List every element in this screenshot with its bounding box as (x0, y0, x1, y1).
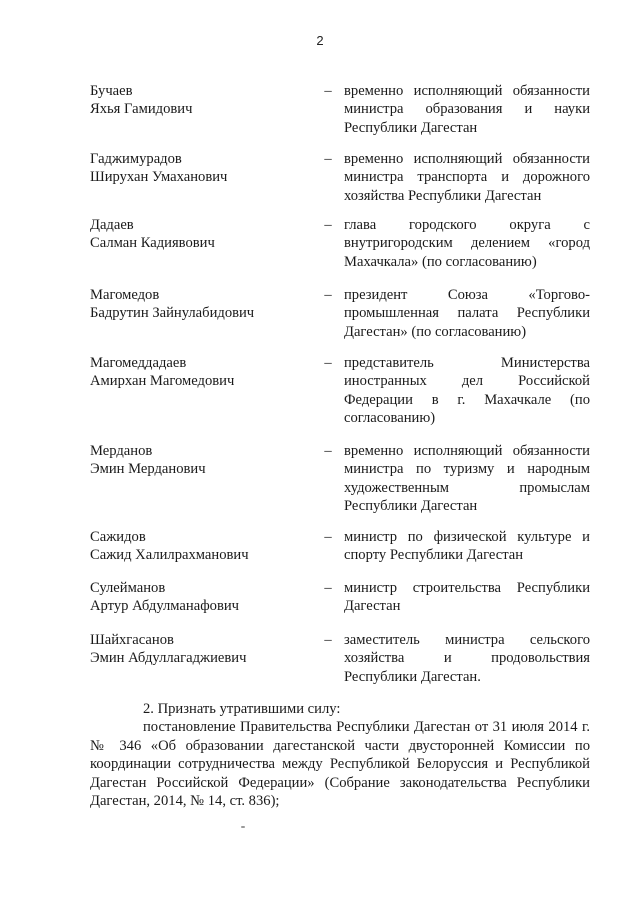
closing-section (90, 700, 590, 810)
position-line: министр по физической культуре и (344, 529, 590, 545)
position-description (344, 82, 590, 137)
person-name (90, 82, 310, 119)
position-line: министра образования и науки (344, 101, 590, 118)
surname: Мерданов (90, 443, 153, 459)
position-line: внутригородским делением «город (344, 235, 590, 252)
dash: – (324, 355, 332, 371)
scan-speck (241, 826, 245, 828)
position-line: Республики Дагестан (344, 119, 478, 136)
position-line: временно исполняющий обязанности (344, 443, 590, 459)
person-name (90, 528, 310, 565)
person-name (90, 631, 310, 668)
decree-line: координации сотрудничества между Республикой Белоруссия и Республикой (90, 756, 590, 773)
position-line: спорту Республики Дагестан (344, 547, 524, 564)
surname: Сулейманов (90, 580, 166, 596)
surname: Бучаев (90, 83, 133, 99)
dash: – (324, 217, 332, 233)
person-name (90, 286, 310, 323)
person-name (90, 216, 310, 253)
position-line: президент Союза «Торгово- (344, 287, 590, 303)
decree-line: постановление Правительства Республики Дагестан от 31 июля 2014 г. (143, 719, 590, 736)
given-name: Бадрутин Зайнулабидович (90, 305, 255, 322)
dash: – (324, 287, 332, 303)
position-line: министра по туризму и народным (344, 461, 590, 478)
position-line: временно исполняющий обязанности (344, 83, 590, 99)
given-name: Яхья Гамидович (90, 101, 193, 118)
dash: – (324, 580, 332, 596)
position-line: хозяйства Республики Дагестан (344, 187, 542, 204)
given-name: Эмин Мерданович (90, 461, 206, 478)
dash: – (324, 83, 332, 99)
position-line: Федерации в г. Махачкале (по (344, 391, 590, 408)
given-name: Эмин Абдуллагаджиевич (90, 650, 247, 667)
position-description (344, 286, 590, 341)
given-name: Салман Кадиявович (90, 235, 215, 252)
person-name (90, 442, 310, 479)
position-line: согласованию) (344, 410, 436, 427)
given-name: Артур Абдулманафович (90, 598, 239, 615)
dash: – (324, 151, 332, 167)
surname: Шайхгасанов (90, 632, 174, 648)
dash: – (324, 443, 332, 459)
surname: Дадаев (90, 217, 134, 233)
position-line: заместитель министра сельского (344, 632, 590, 648)
position-line: Дагестан» (по согласованию) (344, 323, 527, 340)
given-name: Сажид Халилрахманович (90, 547, 249, 564)
position-line: представитель Министерства (344, 355, 590, 371)
decree-line: Дагестан, 2014, № 14, ст. 836); (90, 793, 280, 810)
position-description (344, 631, 590, 686)
surname: Магомеддадаев (90, 355, 187, 371)
position-line: Республики Дагестан. (344, 668, 481, 685)
page-number: 2 (316, 33, 324, 48)
position-line: глава городского округа с (344, 217, 590, 233)
position-description (344, 216, 590, 271)
position-description (344, 528, 590, 565)
position-line: временно исполняющий обязанности (344, 151, 590, 167)
position-line: иностранных дел Российской (344, 373, 590, 390)
surname: Сажидов (90, 529, 146, 545)
position-line: хозяйства и продовольствия (344, 650, 590, 667)
position-line: Дагестан (344, 598, 401, 615)
position-line: художественным промыслам (344, 479, 590, 496)
decree-line: № 346 «Об образовании дагестанской части двусторонней Комиссии по (90, 737, 590, 754)
position-line: Махачкала» (по согласованию) (344, 253, 537, 270)
dash: – (324, 632, 332, 648)
position-line: министра транспорта и дорожного (344, 169, 590, 186)
position-line: промышленная палата Республики (344, 305, 590, 322)
surname: Гаджимурадов (90, 151, 182, 167)
position-description (344, 150, 590, 205)
person-name (90, 354, 310, 391)
position-line: Республики Дагестан (344, 498, 478, 515)
position-description (344, 579, 590, 616)
surname: Магомедов (90, 287, 160, 303)
position-line: министр строительства Республики (344, 580, 590, 596)
given-name: Амирхан Магомедович (90, 373, 235, 390)
decree-line: Дагестан Российской Федерации» (Собрание законодательства Республики (90, 774, 590, 791)
person-name (90, 579, 310, 616)
person-name (90, 150, 310, 187)
position-description (344, 442, 590, 516)
repeal-clause: 2. Признать утратившими силу: (143, 701, 341, 717)
given-name: Ширухан Умаханович (90, 169, 228, 186)
dash: – (324, 529, 332, 545)
position-description (344, 354, 590, 428)
